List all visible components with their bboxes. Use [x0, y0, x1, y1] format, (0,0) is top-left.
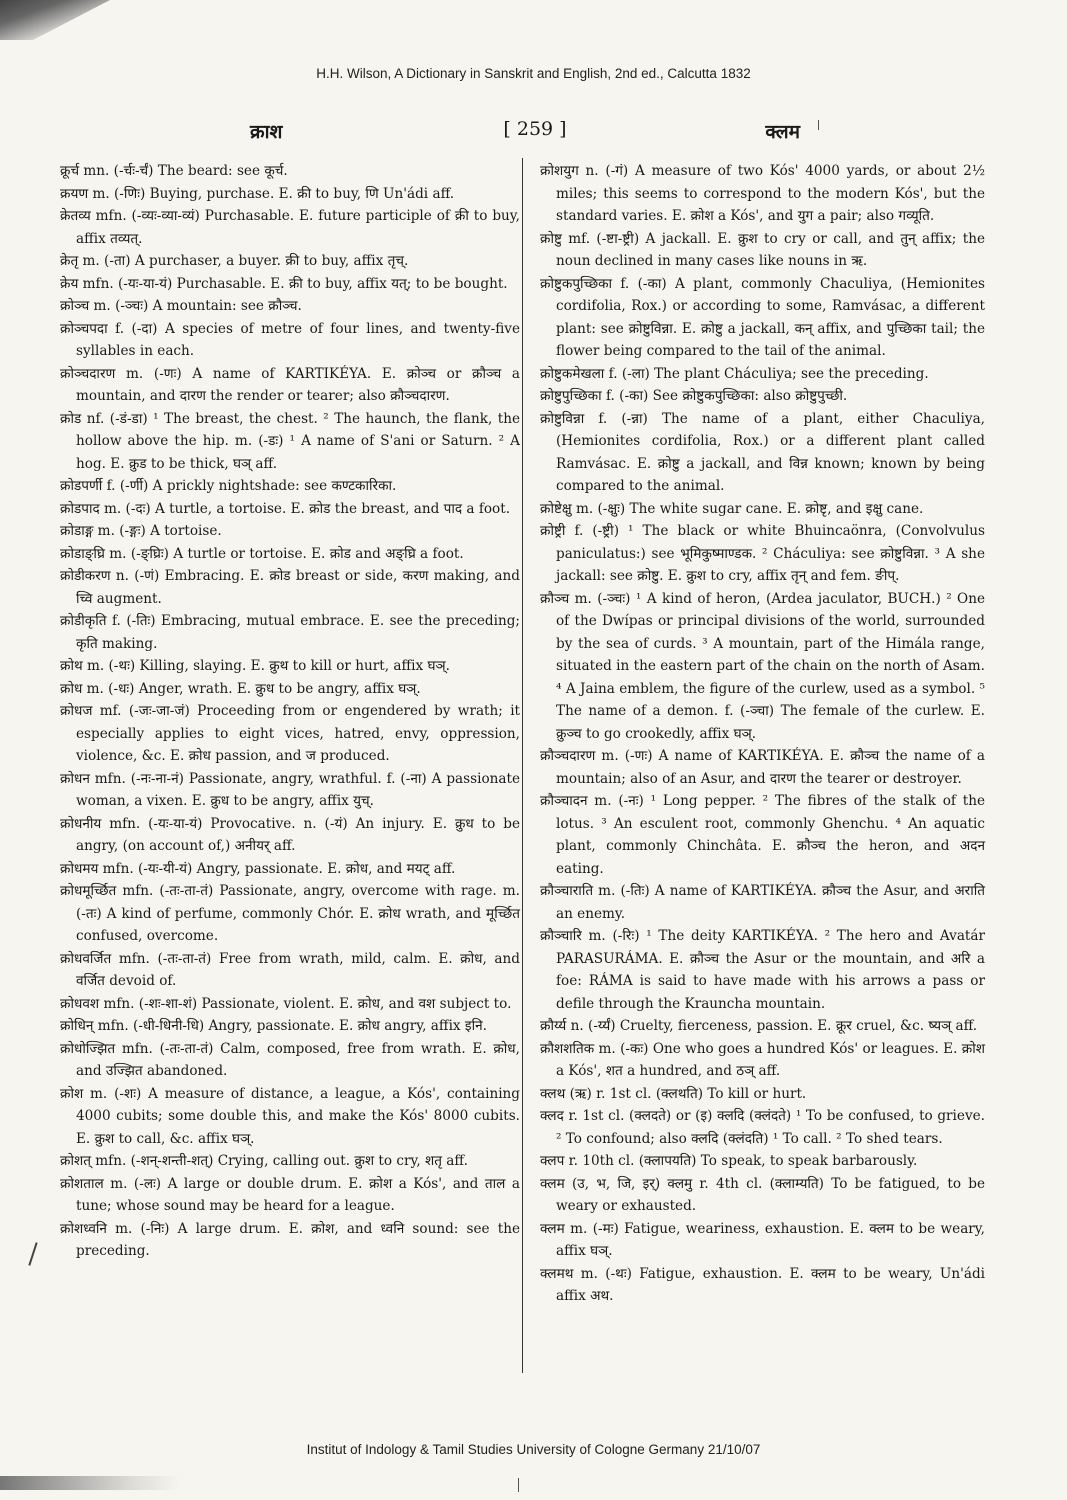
dictionary-entry: क्रोष्टुविन्ना f. (-न्ना) The name of a plant, either Chaculiya, (Hemionites cordifolia, Rox.) or a different plant called Ramvásac. E. क्रोष्टु a jackall, and विन्न known; known by being compared to the animal. — [540, 410, 985, 494]
dictionary-entry: क्रोष्टु mf. (-ष्टा-ष्ट्री) A jackall. E. क्रुश to cry or call, and तुन् affix; the noun declined in many cases like nouns in ऋ. — [540, 230, 985, 269]
dictionary-entry: क्रौर्य्य n. (-र्य्यं) Cruelty, fierceness, passion. E. क्रूर cruel, &c. ष्यञ् aff. — [540, 1018, 978, 1034]
margin-pen-mark — [28, 1242, 37, 1265]
left-column — [60, 160, 520, 1263]
dictionary-entry: क्रोडाङ्घ्रि m. (-ङ्घ्रिः) A turtle or tortoise. E. क्रोड and अङ्घ्रि a foot. — [60, 545, 464, 562]
dictionary-entry: क्रोधज mf. (-जः-जा-जं) Proceeding from or engendered by wrath; it especially applies to eight vices, hatred, envy, oppression, violence, &c. E. क्रोध passion, and ज produced. — [60, 703, 520, 764]
dictionary-entry: क्रोडाङ्ग m. (-ङ्गः) A tortoise. — [60, 523, 222, 539]
dictionary-entry: क्रोधन mfn. (-नः-ना-नं) Passionate, angry, wrathful. f. (-ना) A passionate woman, a vixen. E. क्रुध to be angry, affix युच्. — [60, 770, 520, 809]
dictionary-entry: क्लथ (ऋ) r. 1st cl. (क्लथति) To kill or hurt. — [540, 1085, 807, 1102]
running-head-right: क्लम — [765, 121, 800, 143]
dictionary-entry: क्रेय mfn. (-यः-या-यं) Purchasable. E. क्री to buy, affix यत्; to be bought. — [60, 275, 508, 292]
dictionary-entry: क्रौञ्चाराति m. (-तिः) A name of KARTIKÉYA. क्रौञ्च the Asur, and अराति an enemy. — [540, 883, 985, 922]
dictionary-entry: क्रोष्टुकमेखला f. (-ला) The plant Cháculiya; see the preceding. — [540, 365, 929, 382]
dictionary-entry: क्रेतव्य mfn. (-व्यः-व्या-व्यं) Purchasable. E. future participle of क्री to buy, affix तव्यत्. — [60, 208, 520, 247]
dictionary-entry: क्रोधवर्जित mfn. (-तः-ता-तं) Free from wrath, mild, calm. E. क्रोध, and वर्जित devoid of. — [60, 950, 520, 989]
source-footer: Institut of Indology & Tamil Studies University of Cologne Germany 21/10/07 — [306, 1442, 761, 1457]
dictionary-entry: क्रोशताल m. (-लः) A large or double drum. E. क्रोश a Kós', and ताल a tune; whose sound may be heard for a league. — [60, 1175, 520, 1214]
dictionary-entry: क्रोडीकरण n. (-णं) Embracing. E. क्रोड breast or side, करण making, and च्वि augment. — [60, 568, 520, 607]
dictionary-entry: क्रोड nf. (-डं-डा) ¹ The breast, the chest. ² The haunch, the flank, the hollow above the hip. m. (-डः) ¹ A name of S'ani or Saturn. ² A hog. E. क्रुड to be thick, घञ् aff. — [60, 410, 520, 472]
dictionary-entry: क्रोधिन् mfn. (-धी-धिनी-धि) Angry, passionate. E. क्रोध angry, affix इनि. — [60, 1018, 487, 1034]
dictionary-entry: क्रोथ m. (-थः) Killing, slaying. E. क्रुथ to kill or hurt, affix घञ्. — [60, 658, 450, 674]
dictionary-entry: क्रोञ्च m. (-ञ्चः) A mountain: see क्रौञ्च. — [60, 298, 302, 314]
scan-shadow-bottom — [0, 1476, 180, 1490]
scan-mark-bottom — [518, 1478, 519, 1492]
column-divider — [522, 158, 523, 1373]
dictionary-entry: क्रोध m. (-धः) Anger, wrath. E. क्रुध to be angry, affix घञ्. — [60, 680, 421, 697]
right-column — [540, 160, 985, 1308]
dictionary-entry: क्रोशयुग n. (-गं) A measure of two Kós' 4000 yards, or about 2½ miles; this seems to correspond to the modern Kós', but the standard varies. E. क्रोश a Kós', and युग a pair; also गव्यूति. — [540, 163, 985, 224]
dictionary-entry: क्लद r. 1st cl. (क्लदते) or (इ) क्लदि (क्लंदते) ¹ To be confused, to grieve. ² To confound; also क्लदि (क्लंदति) ¹ To call. ² To shed tears. — [540, 1108, 985, 1147]
dictionary-entry: क्रोष्टुकपुच्छिका f. (-का) A plant, commonly Chaculiya, (Hemionites cordifolia, Rox.) or according to some, Ramvásac, a different plant: see क्रोष्टुविन्ना. E. क्रोष्टु a jackall, कन् affix, and पुच्छिका tail; the flower being compared to the tail of the animal. — [540, 275, 985, 359]
dictionary-entry: क्रोष्ट्री f. (-ष्ट्री) ¹ The black or white Bhuincaönra, (Convolvulus paniculatus:) see भूमिकुष्माण्डक. ² Cháculiya: see क्रोष्टुविन्ना. ³ A she jackall: see क्रोष्टु. E. क्रुश to cry, affix तृन् and fem. ङीप्. — [540, 523, 985, 584]
running-head — [50, 118, 1020, 144]
running-head-left: क्राश — [250, 121, 283, 143]
dictionary-entry: क्रौञ्च m. (-ञ्चः) ¹ A kind of heron, (Ardea jaculator, BUCH.) ² One of the Dwípas or principal divisions of the world, surrounded by the sea of curds. ³ A mountain, part of the Himála range, situated in the eastern part of the chain on the north of Asam. ⁴ A Jaina emblem, the figure of the curlew, used as a symbol. ⁵ The name of a demon. f. (-ञ्चा) The female of the curlew. E. क्रुञ्च to go crookedly, affix घञ्. — [540, 590, 985, 742]
dictionary-entry: क्रौशशतिक m. (-कः) One who goes a hundred Kós' or leagues. E. क्रोश a Kós', शत a hundred, and ठञ् aff. — [540, 1040, 985, 1079]
scan-shadow-corner — [0, 0, 110, 40]
dictionary-entry: क्रोडीकृति f. (-तिः) Embracing, mutual embrace. E. see the preceding; कृति making. — [60, 613, 520, 652]
dictionary-entry: क्रोधनीय mfn. (-यः-या-यं) Provocative. n. (-यं) An injury. E. क्रुध to be angry, (on account of,) अनीयर् aff. — [60, 815, 520, 854]
dictionary-entry: क्रौञ्चदारण m. (-णः) A name of KARTIKÉYA. E. क्रौञ्च the name of a mountain; also of an Asur, and दारण the tearer or destroyer. — [540, 748, 985, 787]
dictionary-entry: क्रोधवश mfn. (-शः-शा-शं) Passionate, violent. E. क्रोध, and वश subject to. — [60, 995, 512, 1012]
dictionary-entry: क्रोशत् mfn. (-शन्-शन्ती-शत्) Crying, calling out. क्रुश to cry, शतृ aff. — [60, 1153, 468, 1169]
dictionary-entry: क्रोञ्चपदा f. (-दा) A species of metre of four lines, and twenty-five syllables in each. — [60, 320, 520, 359]
page-number: [ 259 ] — [503, 118, 567, 140]
dictionary-entry: क्लमथ m. (-थः) Fatigue, exhaustion. E. क्लम to be weary, Un'ádi affix अथ. — [540, 1265, 985, 1304]
dictionary-entry: क्रोडपाद m. (-दः) A turtle, a tortoise. E. क्रोड the breast, and पाद a foot. — [60, 500, 511, 517]
dictionary-entry: क्लप r. 10th cl. (क्लापयति) To speak, to speak barbarously. — [540, 1153, 918, 1169]
dictionary-entry: क्रोष्टेक्षु m. (-क्षुः) The white sugar cane. E. क्रोष्टृ, and इक्षु cane. — [540, 500, 924, 517]
dictionary-entry: क्रौञ्चादन m. (-नः) ¹ Long pepper. ² The fibres of the stalk of the lotus. ³ An esculent root, commonly Ghenchu. ⁴ An aquatic plant, commonly Chinchâta. E. क्रौञ्च the heron, and अदन eating. — [540, 793, 985, 877]
dictionary-entry: क्रूर्च mn. (-र्चः-र्चं) The beard: see कूर्च. — [60, 163, 288, 179]
dictionary-entry: क्रयण m. (-णिः) Buying, purchase. E. क्री to buy, णि Un'ádi aff. — [60, 185, 455, 202]
dictionary-entry: क्रोधमय mfn. (-यः-यी-यं) Angry, passionate. E. क्रोध, and मयट् aff. — [60, 860, 456, 877]
dictionary-entry: क्रोधोज्झित mfn. (-तः-ता-तं) Calm, composed, free from wrath. E. क्रोध, and उज्झित abandoned. — [60, 1040, 520, 1079]
dictionary-entry: क्रोञ्चदारण m. (-णः) A name of KARTIKÉYA. E. क्रोञ्च or क्रौञ्च a mountain, and दारण the render or tearer; also क्रौञ्चदारण. — [60, 365, 520, 404]
dictionary-entry: क्लम (उ, भ, जि, इर्) क्लमु r. 4th cl. (क्लाम्यति) To be fatigued, to be weary or exhausted. — [540, 1175, 985, 1214]
dictionary-entry: क्रौञ्चारि m. (-रिः) ¹ The deity KARTIKÉYA. ² The hero and Avatár PARASURÁMA. E. क्रौञ्च the Asur or the mountain, and अरि a foe: RÁMA is said to have made with his arrows a pass or defile through the Krauncha mountain. — [540, 928, 985, 1012]
dictionary-entry: क्लम m. (-मः) Fatigue, weariness, exhaustion. E. क्लम to be weary, affix घञ्. — [540, 1220, 985, 1259]
dictionary-entry: क्रोष्टुपुच्छिका f. (-का) See क्रोष्टुकपुच्छिका: also क्रोष्टुपुच्छी. — [540, 388, 848, 404]
dictionary-entry: क्रोशध्वनि m. (-निः) A large drum. E. क्रोश, and ध्वनि sound: see the preceding. — [60, 1220, 520, 1259]
dictionary-entry: क्रेतृ m. (-ता) A purchaser, a buyer. क्री to buy, affix तृच्. — [60, 253, 409, 269]
dictionary-entry: क्रोश m. (-शः) A measure of distance, a league, a Kós', containing 4000 cubits; some double this, and make the Kós' 8000 cubits. E. क्रुश to call, &c. affix घञ्. — [60, 1085, 520, 1147]
dictionary-entry: क्रोडपर्णी f. (-र्णी) A prickly nightshade: see कण्टकारिका. — [60, 478, 397, 494]
dictionary-entry: क्रोधमूर्च्छित mfn. (-तः-ता-तं) Passionate, angry, overcome with rage. m. (-तः) A kind of perfume, commonly Chór. E. क्रोध wrath, and मूर्च्छित confused, overcome. — [60, 883, 520, 944]
source-header: H.H. Wilson, A Dictionary in Sanskrit and English, 2nd ed., Calcutta 1832 — [316, 66, 751, 81]
